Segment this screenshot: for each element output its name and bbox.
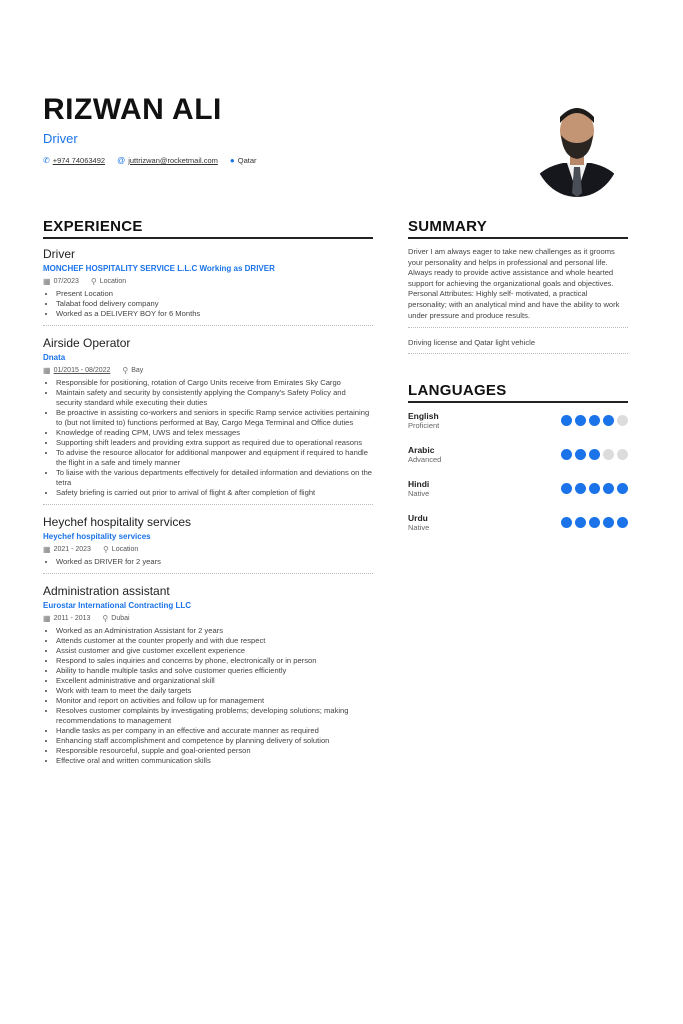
bullet-item: • Maintain safety and security by consistently applying the Company's Safety Policy and security standard while executing their duties bbox=[56, 388, 373, 408]
bullet-item: • Assist customer and give customer excellent experience bbox=[56, 646, 373, 656]
rating-dot bbox=[561, 415, 572, 426]
job-dates-text: 2011 - 2013 bbox=[53, 615, 91, 622]
job-dates bbox=[43, 614, 90, 623]
phone-link[interactable]: +974 74063492 bbox=[52, 156, 106, 165]
job-location bbox=[102, 614, 129, 623]
phone-contact bbox=[43, 156, 105, 165]
rating-dot bbox=[575, 517, 586, 528]
bullet-item: • Enhancing staff accomplishment and competence by planning delivery of solution bbox=[56, 736, 373, 746]
language-list bbox=[408, 411, 628, 532]
language-info bbox=[408, 513, 429, 532]
location-pin-icon: ⚲ bbox=[90, 277, 97, 286]
job-location bbox=[103, 545, 138, 554]
job-meta bbox=[43, 277, 373, 286]
summary-section bbox=[408, 218, 628, 354]
job-meta bbox=[43, 614, 373, 623]
job-location bbox=[122, 366, 143, 375]
rating-dot bbox=[603, 415, 614, 426]
job-bullets bbox=[43, 557, 373, 567]
job-dates-text: 2021 - 2023 bbox=[53, 546, 91, 553]
location-text: Qatar bbox=[237, 156, 257, 165]
rating-dot bbox=[575, 449, 586, 460]
rating-dot bbox=[575, 415, 586, 426]
experience-heading: EXPERIENCE bbox=[43, 218, 373, 239]
job-dates-text: 01/2015 - 08/2022 bbox=[53, 367, 111, 374]
job-entry bbox=[43, 515, 373, 574]
bullet-item: • Resolves customer complaints by investigating problems; developing solutions; making recommendations to management bbox=[56, 706, 373, 726]
languages-heading: LANGUAGES bbox=[408, 382, 628, 403]
job-entry bbox=[43, 584, 373, 766]
language-info bbox=[408, 411, 439, 430]
location-contact bbox=[230, 156, 257, 165]
job-divider bbox=[43, 325, 373, 326]
job-title: Heychef hospitality services bbox=[43, 515, 192, 529]
rating-dot bbox=[617, 415, 628, 426]
summary-extra: Driving license and Qatar light vehicle bbox=[408, 338, 536, 348]
bullet-item: • Handle tasks as per company in an effective and accurate manner as required bbox=[56, 726, 373, 736]
job-location-text: Location bbox=[99, 278, 127, 285]
bullet-item: • Worked as a DELIVERY BOY for 6 Months bbox=[56, 309, 373, 319]
rating-dot bbox=[603, 449, 614, 460]
language-rating bbox=[558, 483, 628, 494]
bullet-item: • Supporting shift leaders and providing extra support as required due to operational reasons bbox=[56, 438, 373, 448]
location-pin-icon: ⚲ bbox=[122, 366, 129, 375]
language-row bbox=[408, 411, 628, 430]
job-bullets bbox=[43, 289, 373, 319]
job-location-text: Bay bbox=[131, 367, 144, 374]
calendar-icon: ▦ bbox=[43, 277, 51, 286]
email-contact bbox=[117, 156, 218, 165]
bullet-item: • Safety briefing is carried out prior to arrival of flight & after completion of flight bbox=[56, 488, 373, 498]
rating-dot bbox=[589, 483, 600, 494]
sidebar-column bbox=[408, 218, 628, 547]
job-location-text: Dubai bbox=[111, 615, 130, 622]
bullet-item: • Responsible for positioning, rotation of Cargo Units receive from Emirates Sky Cargo bbox=[56, 378, 373, 388]
rating-dot bbox=[589, 517, 600, 528]
rating-dot bbox=[561, 483, 572, 494]
candidate-name: RIZWAN ALI bbox=[43, 93, 222, 126]
language-level: Proficient bbox=[408, 421, 440, 431]
language-name: English bbox=[408, 411, 439, 422]
job-meta bbox=[43, 545, 373, 554]
location-pin-icon: ⚲ bbox=[102, 614, 109, 623]
rating-dot bbox=[575, 483, 586, 494]
summary-divider-2 bbox=[408, 353, 628, 354]
language-rating bbox=[558, 517, 628, 528]
languages-section bbox=[408, 382, 628, 532]
rating-dot bbox=[561, 517, 572, 528]
language-name: Urdu bbox=[408, 513, 428, 524]
job-dates-text: 07/2023 bbox=[53, 278, 79, 285]
location-pin-icon: ● bbox=[229, 156, 235, 165]
job-title: Driver bbox=[43, 247, 75, 261]
job-dates bbox=[43, 277, 79, 286]
language-row bbox=[408, 479, 628, 498]
job-location-text: Location bbox=[111, 546, 139, 553]
bullet-item: • Worked as DRIVER for 2 years bbox=[56, 557, 373, 567]
job-bullets bbox=[43, 626, 373, 766]
contact-info bbox=[43, 156, 269, 165]
bullet-item: • Present Location bbox=[56, 289, 373, 299]
bullet-item: • Responsible resourceful, supple and goal-oriented person bbox=[56, 746, 373, 756]
bullet-item: • Work with team to meet the daily targets bbox=[56, 686, 373, 696]
rating-dot bbox=[603, 517, 614, 528]
rating-dot bbox=[589, 449, 600, 460]
company-name: Dnata bbox=[43, 353, 66, 362]
job-list bbox=[43, 247, 373, 766]
language-row bbox=[408, 445, 628, 464]
phone-icon: ✆ bbox=[43, 156, 50, 165]
company-name: MONCHEF HOSPITALITY SERVICE L.L.C Working as DRIVER bbox=[43, 264, 275, 273]
job-title-heading: Driver bbox=[43, 131, 78, 146]
job-divider bbox=[43, 504, 373, 505]
calendar-icon: ▦ bbox=[43, 614, 51, 623]
language-name: Hindi bbox=[408, 479, 430, 490]
language-row bbox=[408, 513, 628, 532]
calendar-icon: ▦ bbox=[43, 545, 51, 554]
bullet-item: • Excellent administrative and organizational skill bbox=[56, 676, 373, 686]
company-name: Eurostar International Contracting LLC bbox=[43, 601, 192, 610]
language-rating bbox=[558, 415, 628, 426]
summary-divider bbox=[408, 327, 628, 328]
language-level: Advanced bbox=[408, 455, 442, 465]
job-entry bbox=[43, 247, 373, 326]
bullet-item: • Talabat food delivery company bbox=[56, 299, 373, 309]
language-rating bbox=[558, 449, 628, 460]
email-link[interactable]: juttrizwan@rocketmail.com bbox=[128, 156, 218, 165]
bullet-item: • Monitor and report on activities and follow up for management bbox=[56, 696, 373, 706]
bullet-item: • To liaise with the various departments effectively for detailed information and deviations on the tetra bbox=[56, 468, 373, 488]
language-level: Native bbox=[408, 489, 430, 499]
language-info bbox=[408, 445, 441, 464]
location-pin-icon: ⚲ bbox=[102, 545, 109, 554]
at-icon: @ bbox=[117, 156, 126, 165]
calendar-icon: ▦ bbox=[43, 366, 51, 375]
bullet-item: • Effective oral and written communication skills bbox=[56, 756, 373, 766]
bullet-item: • To advise the resource allocator for additional manpower and equipment if required to handle the flight in a safe and timely manner bbox=[56, 448, 373, 468]
summary-heading: SUMMARY bbox=[408, 218, 628, 239]
job-divider bbox=[43, 573, 373, 574]
summary-text: Driver I am always eager to take new challenges as it grooms your personality and helps in professional and personal life. Always ready to provide active assistance and whole hearted support for achieving the organizational goals and objectives. Personal Attributes: Highly self- motivated, a practical personality; with an analytical mind and have the ability to work under pressure and produce results. bbox=[408, 247, 620, 320]
company-name: Heychef hospitality services bbox=[43, 532, 151, 541]
bullet-item: • Attends customer at the counter properly and with due respect bbox=[56, 636, 373, 646]
bullet-item: • Ability to handle multiple tasks and solve customer queries efficiently bbox=[56, 666, 373, 676]
profile-photo bbox=[533, 97, 621, 197]
job-entry bbox=[43, 336, 373, 505]
rating-dot bbox=[561, 449, 572, 460]
job-dates bbox=[43, 545, 91, 554]
bullet-item: • Worked as an Administration Assistant for 2 years bbox=[56, 626, 373, 636]
rating-dot bbox=[603, 483, 614, 494]
bullet-item: • Be proactive in assisting co-workers and seniors in specific Ramp service activities pertaining to (but not limited to) functions performed at Bay, Cargo Mega Terminal and Office duties bbox=[56, 408, 373, 428]
language-level: Native bbox=[408, 523, 430, 533]
rating-dot bbox=[589, 415, 600, 426]
rating-dot bbox=[617, 449, 628, 460]
language-info bbox=[408, 479, 429, 498]
job-dates bbox=[43, 366, 110, 375]
bullet-item: • Knowledge of reading CPM, UWS and telex messages bbox=[56, 428, 373, 438]
job-bullets bbox=[43, 378, 373, 498]
experience-section bbox=[43, 218, 373, 776]
job-title: Airside Operator bbox=[43, 336, 131, 350]
rating-dot bbox=[617, 517, 628, 528]
rating-dot bbox=[617, 483, 628, 494]
job-meta bbox=[43, 366, 373, 375]
bullet-item: • Respond to sales inquiries and concerns by phone, electronically or in person bbox=[56, 656, 373, 666]
job-title: Administration assistant bbox=[43, 584, 170, 598]
language-name: Arabic bbox=[408, 445, 435, 456]
job-location bbox=[91, 277, 126, 286]
